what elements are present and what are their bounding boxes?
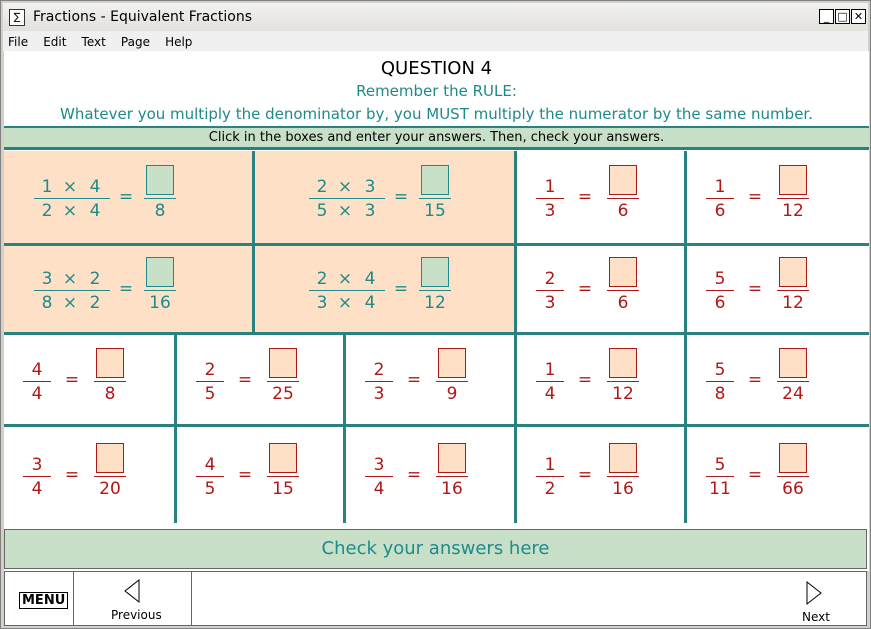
fraction-bar bbox=[706, 381, 734, 382]
fraction-bar bbox=[706, 476, 734, 477]
denominator: 4 bbox=[31, 383, 43, 404]
target-denominator: 8 bbox=[154, 201, 166, 221]
fraction-problem bbox=[517, 151, 684, 243]
fraction-bar bbox=[536, 198, 564, 199]
target-denominator: 6 bbox=[617, 201, 629, 221]
equals-sign: = bbox=[237, 369, 253, 390]
denominator: 3 bbox=[544, 201, 556, 221]
target-denominator: 12 bbox=[612, 383, 634, 404]
numerator: 1 bbox=[714, 177, 726, 197]
multiplier-denominator: 4 bbox=[89, 201, 101, 221]
equals-sign: = bbox=[393, 279, 409, 299]
equals-sign: = bbox=[118, 187, 134, 207]
title-bar bbox=[3, 3, 868, 31]
answer-box[interactable] bbox=[609, 348, 637, 378]
fraction-bar bbox=[309, 290, 385, 291]
equals-sign: = bbox=[64, 369, 80, 390]
numerator: 1 bbox=[544, 359, 556, 380]
denominator: 6 bbox=[714, 293, 726, 313]
target-denominator: 66 bbox=[782, 479, 804, 499]
fraction-bar bbox=[777, 476, 809, 477]
denominator: 2 bbox=[41, 201, 53, 221]
denominator: 2 bbox=[544, 479, 556, 499]
denominator: 3 bbox=[373, 383, 385, 404]
answer-box[interactable] bbox=[438, 443, 466, 473]
target-denominator: 16 bbox=[441, 479, 463, 499]
fraction-problem bbox=[687, 246, 869, 332]
lesson-content bbox=[4, 51, 869, 571]
multiplier-denominator: 2 bbox=[89, 293, 101, 313]
fraction-bar bbox=[436, 476, 468, 477]
worked-example bbox=[255, 246, 514, 332]
fraction-bar bbox=[144, 290, 176, 291]
times-sign: × bbox=[337, 293, 353, 313]
answer-box[interactable] bbox=[96, 443, 124, 473]
menu-help[interactable]: Help bbox=[165, 35, 193, 49]
fraction-bar bbox=[607, 198, 639, 199]
grid-divider bbox=[4, 332, 869, 335]
denominator: 8 bbox=[41, 293, 53, 313]
target-denominator: 16 bbox=[612, 479, 634, 499]
grid-divider bbox=[514, 151, 517, 523]
fraction-bar bbox=[536, 290, 564, 291]
denominator: 4 bbox=[373, 479, 385, 499]
grid-divider bbox=[174, 335, 177, 523]
answer-box[interactable] bbox=[438, 348, 466, 378]
minimize-button[interactable]: _ bbox=[819, 9, 834, 24]
denominator: 5 bbox=[204, 479, 216, 499]
check-answers-button[interactable]: Check your answers here bbox=[4, 529, 867, 569]
multiplier-numerator: 3 bbox=[364, 177, 376, 197]
answer-box[interactable] bbox=[269, 443, 297, 473]
times-sign: × bbox=[337, 201, 353, 221]
times-sign: × bbox=[337, 177, 353, 197]
fraction-problem bbox=[177, 335, 343, 424]
window-title: Fractions - Equivalent Fractions bbox=[33, 9, 252, 25]
fraction-problem bbox=[346, 427, 514, 523]
times-sign: × bbox=[337, 269, 353, 289]
numerator: 4 bbox=[31, 359, 43, 380]
answer-box[interactable] bbox=[421, 165, 449, 195]
fraction-problem bbox=[687, 151, 869, 243]
multiplier-numerator: 4 bbox=[364, 269, 376, 289]
fraction-problem bbox=[687, 427, 869, 523]
previous-label: Previous bbox=[111, 608, 162, 622]
numerator: 5 bbox=[714, 359, 726, 380]
numerator: 5 bbox=[714, 455, 726, 475]
menu-edit[interactable]: Edit bbox=[43, 35, 67, 49]
nav-divider bbox=[191, 572, 192, 625]
fraction-problem bbox=[346, 335, 514, 424]
fraction-problem bbox=[687, 335, 869, 424]
numerator: 3 bbox=[373, 455, 385, 475]
target-denominator: 6 bbox=[617, 293, 629, 313]
fraction-bar bbox=[419, 290, 451, 291]
fraction-problem bbox=[4, 335, 174, 424]
times-sign: × bbox=[62, 201, 78, 221]
nav-divider bbox=[73, 572, 74, 625]
denominator: 4 bbox=[31, 479, 43, 499]
close-button[interactable]: ✕ bbox=[851, 9, 866, 24]
grid-divider bbox=[252, 151, 255, 335]
menu-button[interactable]: MENU bbox=[19, 592, 68, 609]
fraction-bar bbox=[536, 476, 564, 477]
equals-sign: = bbox=[577, 279, 593, 299]
app-icon: ∑ bbox=[9, 9, 25, 26]
fraction-problem bbox=[517, 427, 684, 523]
fraction-problem bbox=[517, 246, 684, 332]
target-denominator: 25 bbox=[272, 383, 294, 404]
target-denominator: 12 bbox=[782, 201, 804, 221]
equals-sign: = bbox=[747, 369, 763, 390]
target-denominator: 24 bbox=[782, 383, 804, 404]
answer-box[interactable] bbox=[146, 257, 174, 287]
numerator: 1 bbox=[544, 455, 556, 475]
times-sign: × bbox=[62, 177, 78, 197]
fraction-bar bbox=[144, 198, 176, 199]
numerator: 5 bbox=[714, 269, 726, 289]
fraction-bar bbox=[436, 381, 468, 382]
worked-example bbox=[4, 246, 252, 332]
fraction-problem bbox=[177, 427, 343, 523]
denominator: 6 bbox=[714, 201, 726, 221]
target-denominator: 15 bbox=[424, 201, 446, 221]
grid-divider bbox=[4, 424, 869, 427]
previous-button[interactable] bbox=[105, 576, 165, 624]
numerator: 4 bbox=[204, 455, 216, 475]
fraction-bar bbox=[365, 476, 393, 477]
numerator: 1 bbox=[41, 177, 53, 197]
rule-title: Remember the RULE: bbox=[356, 82, 517, 100]
fraction-bar bbox=[706, 290, 734, 291]
multiplier-numerator: 2 bbox=[89, 269, 101, 289]
fraction-bar bbox=[23, 381, 51, 382]
denominator: 5 bbox=[204, 383, 216, 404]
fraction-bar bbox=[267, 476, 299, 477]
denominator: 8 bbox=[714, 383, 726, 404]
fraction-bar bbox=[94, 476, 126, 477]
target-denominator: 16 bbox=[149, 293, 171, 313]
question-title: QUESTION 4 bbox=[380, 58, 493, 79]
fraction-bar bbox=[607, 381, 639, 382]
equals-sign: = bbox=[118, 279, 134, 299]
fraction-bar bbox=[777, 381, 809, 382]
fraction-bar bbox=[706, 198, 734, 199]
equals-sign: = bbox=[393, 187, 409, 207]
fraction-bar bbox=[365, 381, 393, 382]
target-denominator: 12 bbox=[424, 293, 446, 313]
answer-box[interactable] bbox=[779, 165, 807, 195]
answer-box[interactable] bbox=[609, 165, 637, 195]
equals-sign: = bbox=[747, 279, 763, 299]
numerator: 2 bbox=[544, 269, 556, 289]
target-denominator: 20 bbox=[99, 479, 121, 499]
numerator: 1 bbox=[544, 177, 556, 197]
target-denominator: 8 bbox=[104, 383, 116, 404]
fraction-bar bbox=[34, 198, 110, 199]
times-sign: × bbox=[62, 293, 78, 313]
grid-divider bbox=[343, 335, 346, 523]
fraction-bar bbox=[309, 198, 385, 199]
grid-divider bbox=[684, 151, 687, 523]
fraction-bar bbox=[419, 198, 451, 199]
answer-box[interactable] bbox=[96, 348, 124, 378]
fraction-bar bbox=[777, 198, 809, 199]
menu-file[interactable]: File bbox=[8, 35, 29, 49]
fraction-problem bbox=[517, 335, 684, 424]
numerator: 2 bbox=[316, 269, 328, 289]
fraction-bar bbox=[607, 476, 639, 477]
answer-box[interactable] bbox=[779, 443, 807, 473]
fraction-bar bbox=[536, 381, 564, 382]
target-denominator: 15 bbox=[272, 479, 294, 499]
numerator: 2 bbox=[316, 177, 328, 197]
grid-divider bbox=[4, 243, 869, 246]
answer-box[interactable] bbox=[146, 165, 174, 195]
numerator: 3 bbox=[41, 269, 53, 289]
next-label: Next bbox=[802, 610, 830, 624]
target-denominator: 9 bbox=[446, 383, 458, 404]
fraction-bar bbox=[23, 476, 51, 477]
numerator: 2 bbox=[204, 359, 216, 380]
answer-box[interactable] bbox=[609, 443, 637, 473]
denominator: 11 bbox=[709, 479, 731, 499]
fraction-bar bbox=[196, 381, 224, 382]
previous-arrow-icon bbox=[123, 578, 143, 604]
target-denominator: 12 bbox=[782, 293, 804, 313]
worked-example bbox=[4, 151, 252, 243]
equals-sign: = bbox=[577, 369, 593, 390]
equals-sign: = bbox=[64, 465, 80, 485]
denominator: 4 bbox=[544, 383, 556, 404]
equals-sign: = bbox=[747, 465, 763, 485]
equals-sign: = bbox=[577, 465, 593, 485]
menu-page[interactable]: Page bbox=[120, 35, 150, 49]
answer-box[interactable] bbox=[269, 348, 297, 378]
equals-sign: = bbox=[577, 187, 593, 207]
next-arrow-icon bbox=[804, 580, 824, 606]
numerator: 2 bbox=[373, 359, 385, 380]
multiplier-numerator: 4 bbox=[89, 177, 101, 197]
answer-box[interactable] bbox=[779, 257, 807, 287]
answer-box[interactable] bbox=[421, 257, 449, 287]
answer-box[interactable] bbox=[779, 348, 807, 378]
fraction-bar bbox=[607, 290, 639, 291]
fraction-bar bbox=[267, 381, 299, 382]
navigation-bar bbox=[4, 571, 867, 626]
multiplier-denominator: 4 bbox=[364, 293, 376, 313]
menu-bar bbox=[3, 31, 868, 51]
denominator: 3 bbox=[316, 293, 328, 313]
multiplier-denominator: 3 bbox=[364, 201, 376, 221]
instruction-bar: Click in the boxes and enter your answers. Then, check your answers. bbox=[4, 126, 869, 150]
rule-text: Whatever you multiply the denominator by, you MUST multiply the numerator by the same number. bbox=[60, 105, 813, 123]
fraction-bar bbox=[196, 476, 224, 477]
equals-sign: = bbox=[406, 465, 422, 485]
fraction-bar bbox=[94, 381, 126, 382]
fraction-problem bbox=[4, 427, 174, 523]
fraction-bar bbox=[777, 290, 809, 291]
times-sign: × bbox=[62, 269, 78, 289]
equals-sign: = bbox=[237, 465, 253, 485]
equals-sign: = bbox=[747, 187, 763, 207]
denominator: 3 bbox=[544, 293, 556, 313]
denominator: 5 bbox=[316, 201, 328, 221]
worked-example bbox=[255, 151, 514, 243]
equals-sign: = bbox=[406, 369, 422, 390]
numerator: 3 bbox=[31, 455, 43, 475]
answer-box[interactable] bbox=[609, 257, 637, 287]
maximize-button[interactable]: □ bbox=[835, 9, 850, 24]
next-button[interactable] bbox=[790, 576, 840, 624]
fraction-bar bbox=[34, 290, 110, 291]
menu-text[interactable]: Text bbox=[81, 35, 106, 49]
